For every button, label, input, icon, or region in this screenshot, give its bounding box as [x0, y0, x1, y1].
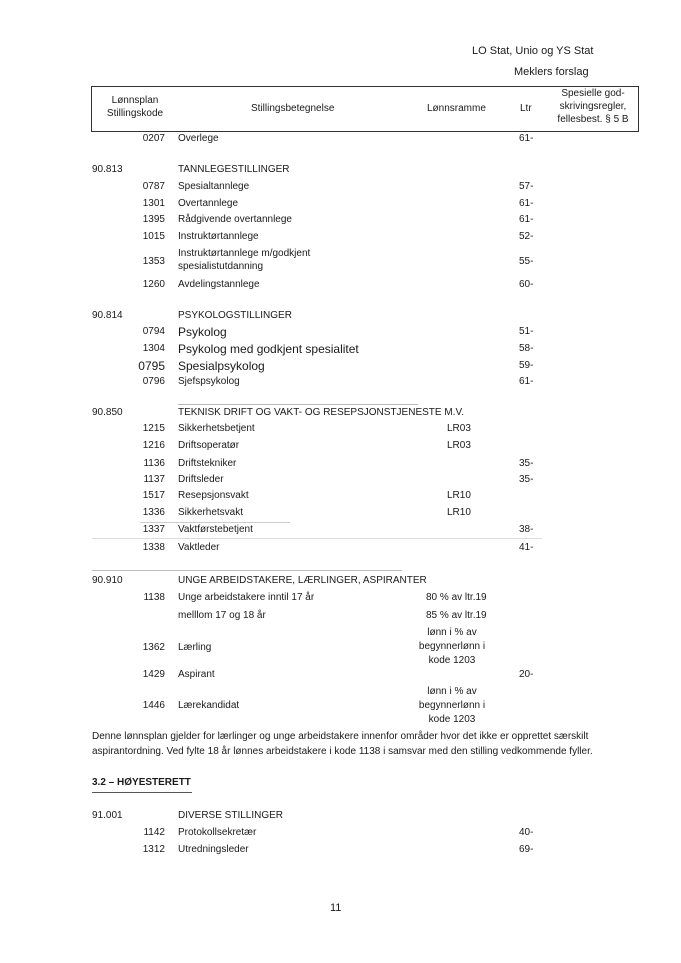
table-row: melllom 17 og 18 år 85 % av ltr.19	[178, 610, 487, 621]
section-underline	[92, 792, 192, 793]
lonnsramme-multiline: lønn i % av begynnerlønn i kode 1203	[418, 627, 486, 666]
table-row: 1142 Protokollsekretær 40-	[143, 827, 534, 838]
note-paragraph: Denne lønnsplan gjelder for lærlinger og unge arbeidstakere innenfor områder hvor det ikke er opprettet særskilt aspirantordning. Ved fylte 18 år lønnes arbeidstakere i kode 1138 i samsvar med den stilling vedkommende fyller.	[92, 731, 593, 757]
table-row: 1337 Vaktførstebetjent 38-	[142, 524, 534, 535]
header-line-2: Meklers forslag	[514, 66, 589, 78]
table-row: 1353 55-	[142, 256, 534, 267]
group-heading-row: 90.814 PSYKOLOGSTILLINGER	[92, 310, 292, 321]
lonnsramme-multiline: lønn i % av begynnerlønn i kode 1203	[418, 686, 486, 725]
table-row: 1216 Driftsoperatør LR03	[142, 440, 471, 451]
table-row: 1015 Instruktørtannlege 52-	[142, 231, 534, 242]
col-header-ltr: Ltr	[520, 103, 532, 114]
table-row: 1336 Sikkerhetsvakt LR10	[142, 507, 471, 518]
table-row: 0795 Spesialpsykolog 59-	[138, 359, 534, 373]
col-header-spesielle: Spesielle god- skrivingsregler, fellesbest. § 5 B	[557, 88, 629, 125]
col-header-lonnsramme: Lønnsramme	[427, 103, 486, 114]
header-line-1: LO Stat, Unio og YS Stat	[472, 45, 594, 57]
table-row: 1137 Driftsleder 35-	[143, 474, 534, 485]
table-row: 1312 Utredningsleder 69-	[142, 844, 534, 855]
col-header-lonnsplan: Lønnsplan Stillingskode	[106, 95, 164, 119]
table-row: 1429 Aspirant 20-	[142, 669, 534, 680]
table-row: 1136 Driftstekniker 35-	[143, 458, 534, 469]
table-row: 1215 Sikkerhetsbetjent LR03	[142, 423, 471, 434]
table-row: 1138 Unge arbeidstakere inntil 17 år 80 % av ltr.19	[143, 592, 487, 603]
table-row: 1362 Lærling	[142, 642, 212, 653]
row-title-multiline: Instruktørtannlege m/godkjent spesialistutdanning	[178, 248, 311, 272]
table-row: 0207 Overlege 61-	[142, 133, 534, 144]
group-heading-row: 90.850 TEKNISK DRIFT OG VAKT- OG RESEPSJONSTJENESTE M.V.	[92, 407, 464, 418]
section-heading: 3.2 – HØYESTERETT	[92, 777, 191, 788]
divider	[92, 538, 542, 539]
table-row: 1301 Overtannlege 61-	[142, 198, 534, 209]
table-row: 0796 Sjefspsykolog 61-	[142, 376, 534, 387]
group-heading-row: 90.910 UNGE ARBEIDSTAKERE, LÆRLINGER, ASPIRANTER	[92, 575, 427, 586]
group-heading-row: 90.813 TANNLEGESTILLINGER	[92, 164, 290, 175]
table-row: 1446 Lærekandidat	[142, 700, 240, 711]
group-heading-row: 91.001 DIVERSE STILLINGER	[92, 810, 284, 821]
page-number: 11	[330, 902, 342, 914]
table-row: 1260 Avdelingstannlege 60-	[142, 279, 534, 290]
table-row: 0787 Spesialtannlege 57-	[142, 181, 534, 192]
table-row: 1517 Resepsjonsvakt LR10	[142, 490, 471, 501]
divider	[92, 570, 402, 571]
table-row: 1304 Psykolog med godkjent spesialitet 58-	[142, 342, 534, 356]
table-row: 0794 Psykolog 51-	[142, 325, 534, 339]
table-row: 1338 Vaktleder 41-	[142, 542, 534, 553]
col-header-stillingsbetegnelse: Stillingsbetegnelse	[251, 103, 335, 114]
table-row: 1395 Rådgivende overtannlege 61-	[142, 214, 534, 225]
divider	[178, 404, 418, 405]
